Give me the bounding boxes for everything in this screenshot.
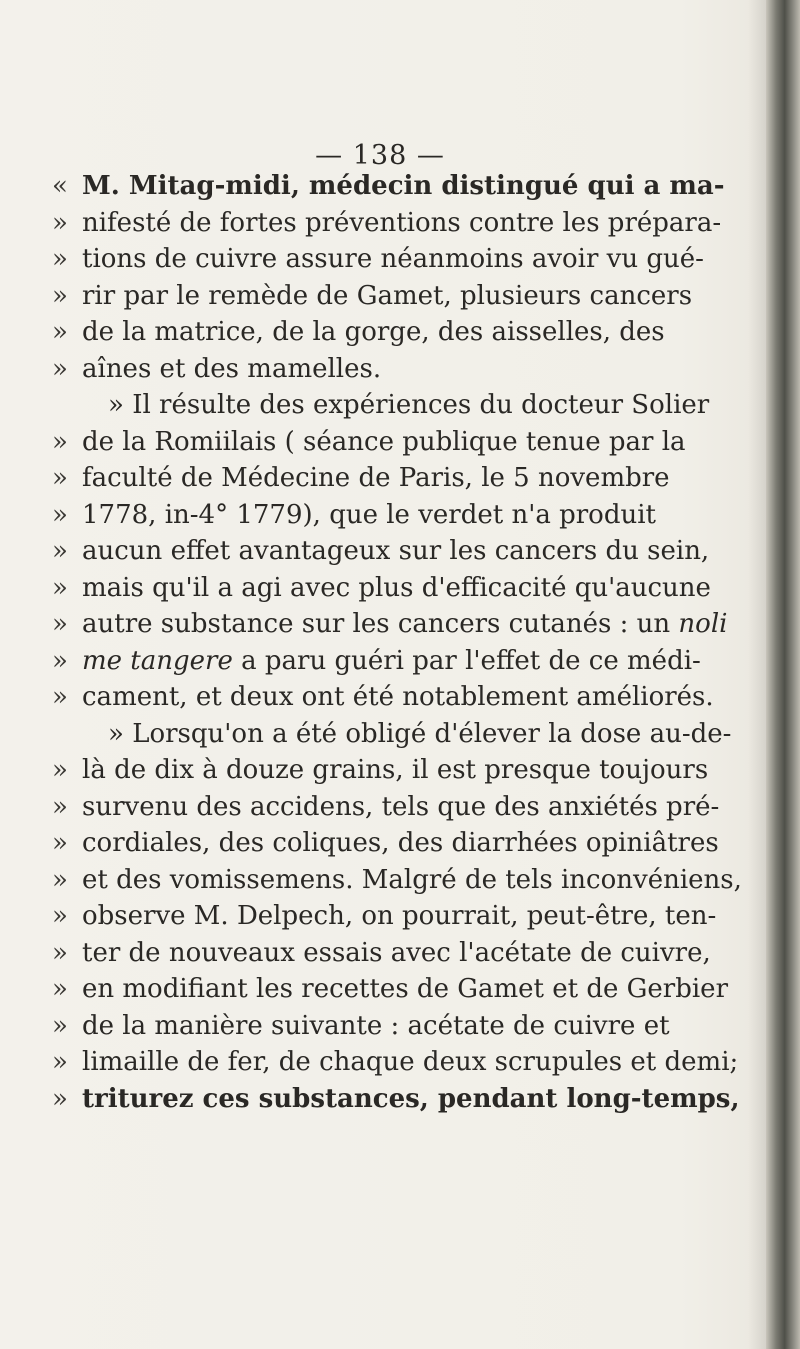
text-line: » survenu des accidens, tels que des anxiétés pré-	[52, 791, 720, 822]
text-line: » mais qu'il a agi avec plus d'efficacité qu'aucune	[52, 572, 711, 603]
text-line: » rir par le remède de Gamet, plusieurs cancers	[52, 280, 693, 311]
text-line: » nifesté de fortes préventions contre les prépara-	[52, 207, 722, 238]
text-line: » de la Romiilais ( séance publique tenue par la	[52, 426, 686, 457]
text-line: » autre substance sur les cancers cutanés : un noli	[52, 609, 728, 639]
text-line: » cament, et deux ont été notablement améliorés.	[52, 682, 714, 712]
text-line: » ter de nouveaux essais avec l'acétate de cuivre,	[52, 937, 711, 968]
text-line: » en modifiant les recettes de Gamet et de Gerbier	[52, 974, 729, 1004]
text-line: » et des vomissemens. Malgré de tels inconvéniens,	[52, 864, 742, 895]
text-line: » là de dix à douze grains, il est presque toujours	[52, 755, 709, 785]
text-line: » tions de cuivre assure néanmoins avoir vu gué-	[52, 244, 704, 274]
text-line: » me tangere a paru guéri par l'effet de ce médi-	[52, 645, 701, 676]
page-number-header: — 138 —	[315, 140, 445, 171]
text-line: » de la manière suivante : acétate de cuivre et	[52, 1010, 670, 1041]
text-line: » observe M. Delpech, on pourrait, peut-être, ten-	[52, 901, 717, 931]
text-line: « M. Mitag-midi, médecin distingué qui a ma-	[52, 171, 725, 201]
text-line: » cordiales, des coliques, des diarrhées opiniâtres	[52, 828, 719, 858]
text-line: » aucun effet avantageux sur les cancers du sein,	[52, 536, 710, 566]
text-line: » triturez ces substances, pendant long-temps,	[52, 1083, 740, 1114]
body-text	[52, 168, 772, 1117]
text-line: » 1778, in-4° 1779), que le verdet n'a produit	[52, 499, 656, 530]
text-line: » de la matrice, de la gorge, des aisselles, des	[52, 317, 665, 347]
text-line: » limaille de fer, de chaque deux scrupules et demi;	[52, 1047, 739, 1077]
paragraph-start: » Lorsqu'on a été obligé d'élever la dose au-de-	[108, 718, 732, 749]
text-line: » aînes et des mamelles.	[52, 353, 382, 384]
paragraph-start: » Il résulte des expériences du docteur Solier	[108, 390, 710, 420]
text-line: » faculté de Médecine de Paris, le 5 novembre	[52, 463, 670, 493]
